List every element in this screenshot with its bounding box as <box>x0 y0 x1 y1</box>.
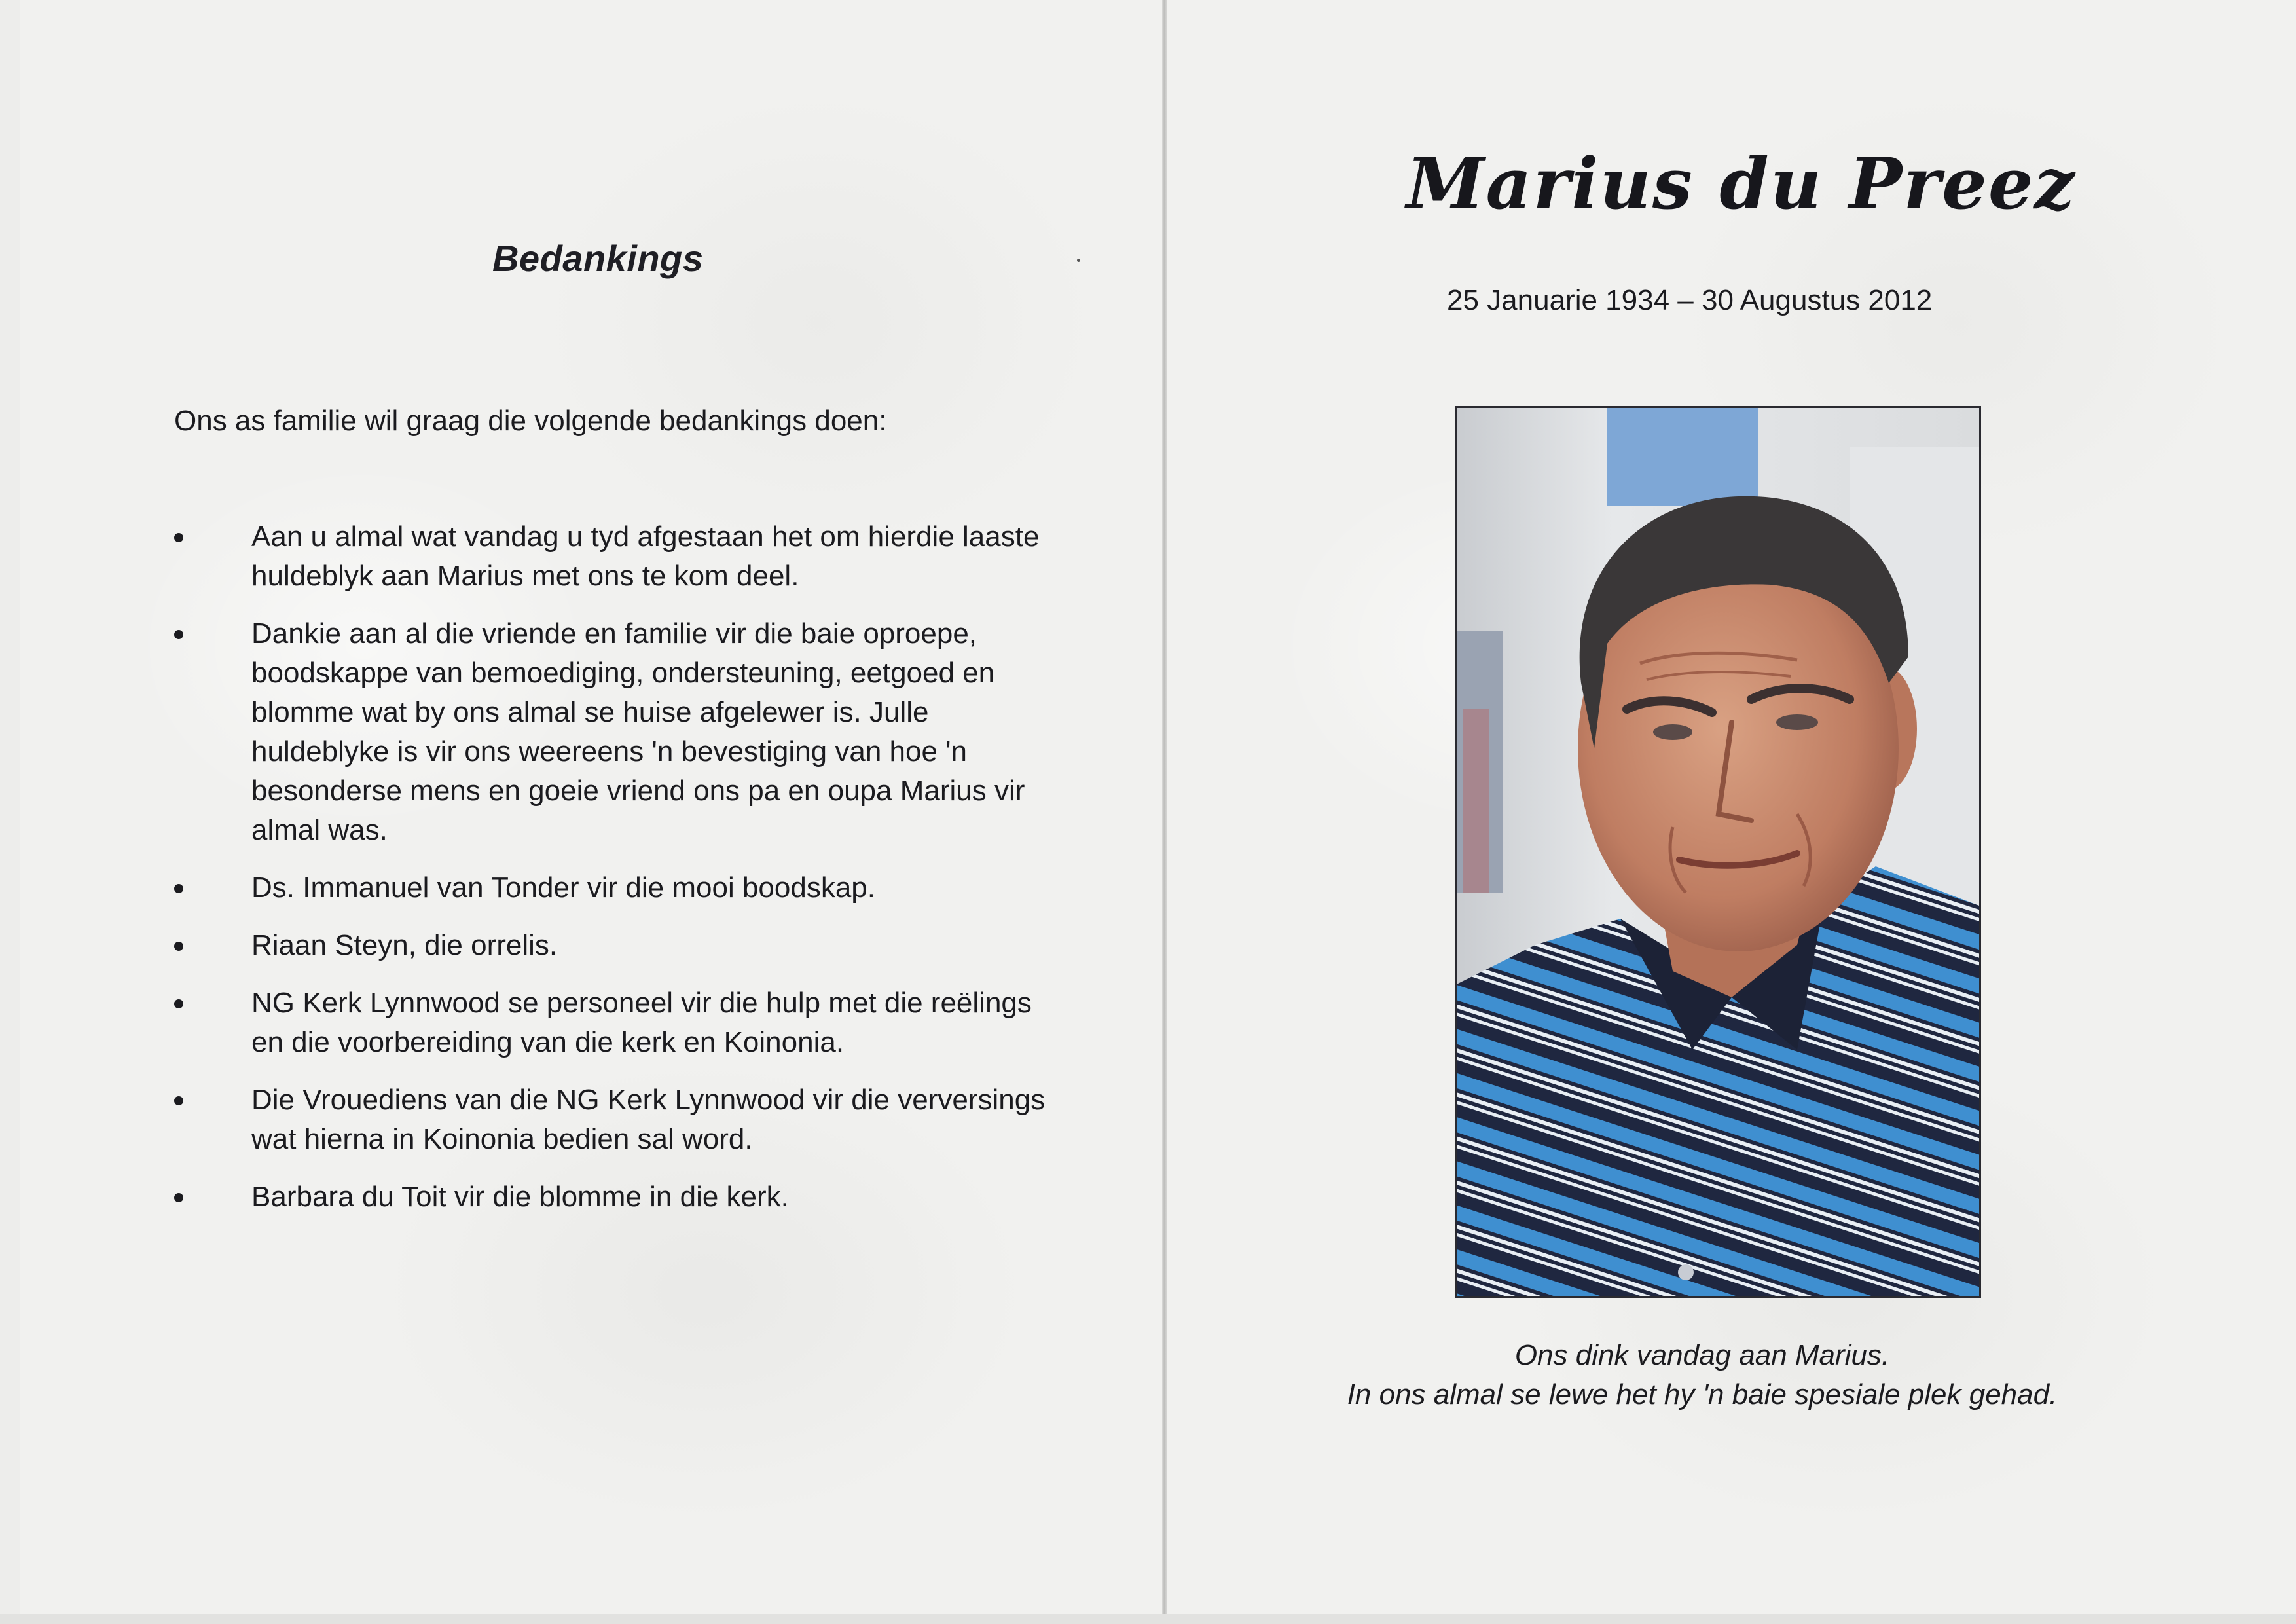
list-item-text: Barbara du Toit vir die blomme in die kerk. <box>251 1181 789 1213</box>
scan-edge <box>0 1614 2296 1624</box>
list-item-text: NG Kerk Lynnwood se personeel vir die hulp met die reëlings en die voorbereiding van die kerk en Koinonia. <box>251 987 1032 1058</box>
list-item-text: Aan u almal wat vandag u tyd afgestaan het om hierdie laaste huldeblyk aan Marius met ons te kom deel. <box>251 521 1040 592</box>
thanks-intro: Ons as familie wil graag die volgende bedankings doen: <box>174 405 887 437</box>
life-dates: 25 Januarie 1934 – 30 Augustus 2012 <box>1447 284 1933 316</box>
memorial-caption <box>1244 1336 2160 1414</box>
list-item <box>174 926 1051 965</box>
list-item-text: Dankie aan al die vriende en familie vir die baie oproepe, boodskappe van bemoediging, ondersteuning, eetgoed en blomme wat by ons almal se huise afgelewer is. Julle huldeblyke is vir ons weereens 'n bevestiging van hoe 'n besonderse mens en goeie vriend ons pa en oupa Marius vir almal was. <box>251 618 1025 846</box>
bullet-icon <box>174 942 183 951</box>
caption-line-2: In ons almal se lewe het hy 'n baie spesiale plek gehad. <box>1347 1378 2058 1411</box>
list-item <box>174 984 1051 1062</box>
page-fold <box>1162 0 1167 1614</box>
list-item-text: Riaan Steyn, die orrelis. <box>251 929 558 961</box>
bullet-icon <box>174 1193 183 1202</box>
bullet-icon <box>174 630 183 639</box>
list-item <box>174 1177 1051 1217</box>
bullet-icon <box>174 1096 183 1105</box>
caption-line-1: Ons dink vandag aan Marius. <box>1514 1339 1890 1371</box>
portrait-photo <box>1455 406 1981 1298</box>
bullet-icon <box>174 999 183 1008</box>
list-item <box>174 517 1051 596</box>
list-item-text: Ds. Immanuel van Tonder vir die mooi boodskap. <box>251 872 876 904</box>
thanks-list <box>174 517 1051 1235</box>
deceased-name: Marius du Preez <box>1406 143 2076 225</box>
bullet-icon <box>174 533 183 542</box>
bullet-icon <box>174 884 183 893</box>
list-item <box>174 614 1051 850</box>
list-item-text: Die Vrouediens van die NG Kerk Lynnwood vir die verversings wat hierna in Koinonia bedien sal word. <box>251 1084 1046 1155</box>
list-item <box>174 868 1051 908</box>
dust-speck <box>1077 259 1080 262</box>
list-item <box>174 1080 1051 1159</box>
portrait-illustration <box>1457 408 1979 1296</box>
thanks-heading: Bedankings <box>492 238 704 279</box>
